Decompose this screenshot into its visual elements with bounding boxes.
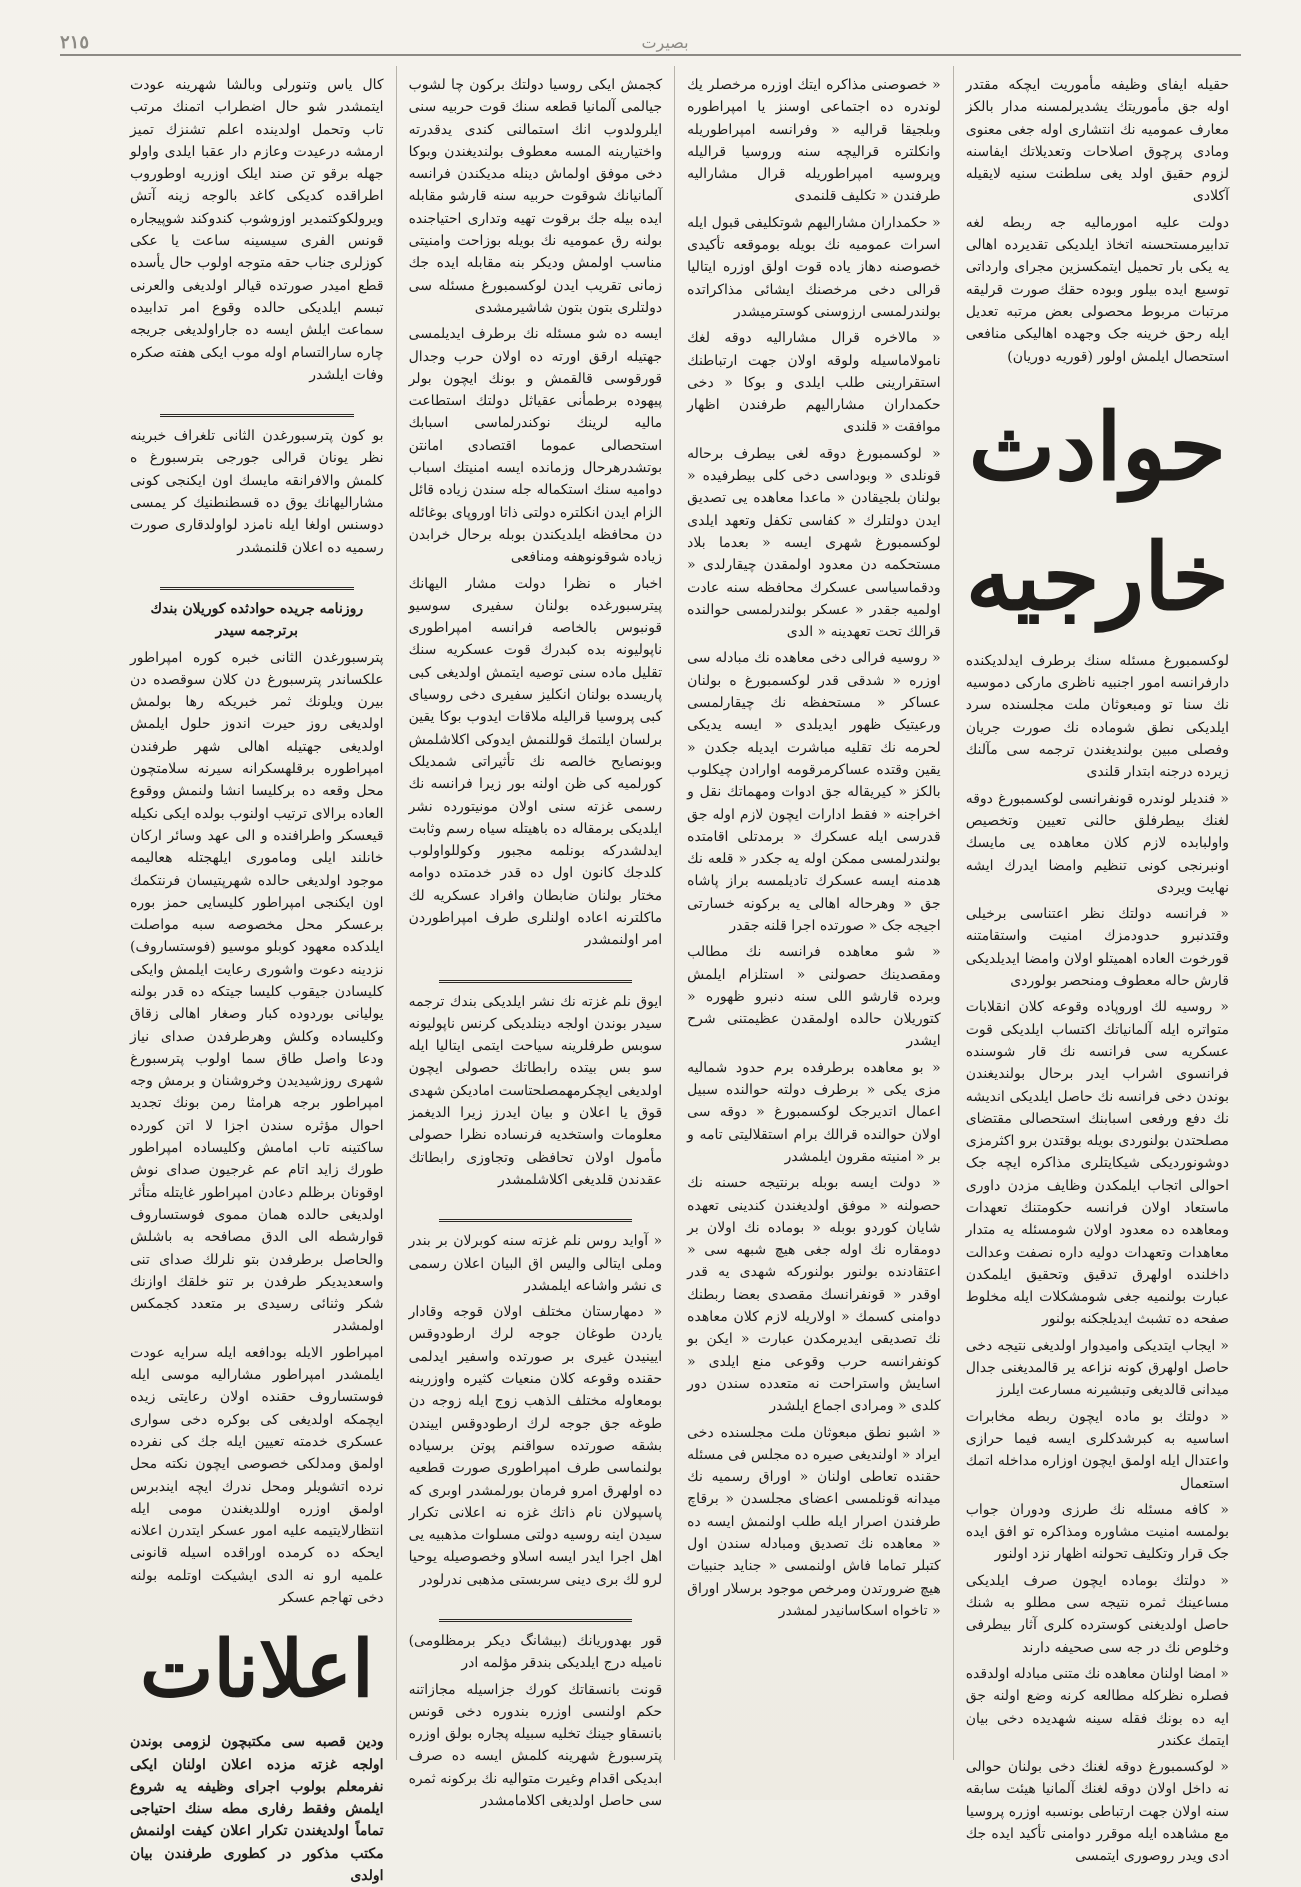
paragraph: « آواید روس نلم غزته سنه کوبرلان بر بندر وملی ایتالی والیس اق البیان اعلان رسمی ی نشر واشاعه ایلمشدر — [408, 1233, 663, 1294]
paragraph: « دمهارستان مختلف اولان قوجه وقادار یاردن طوغان جوجه لرك ارطودوقس ایینیدن غیری بر صورتده واسفیر ایدلمی حقنده وقوعه کلان منعیات کثیره واوزرینه بومعاوله مختلف الذهب زوج ایله زوجه دن طوغه جق جوجه لرك ارطودوقس اییندن بشقه صورتده سواقنم پوتن برسیاده بولنماسی طرف امپراطوری صورت قطعیه ده اولهرق امرو فرمان بورلمشدر اوبری که پاسپولان نام ذاتك غزه نه اعلانی تکرار سیدن اینه روسیه دولتی مسلوات مذهبیه یی اهل اجرا ایدر ایسه اسلاو وخصوصیله یوحیا لرو لك بری دینی سربستی مذهبی ندرلودر — [408, 1304, 663, 1588]
column-1 — [953, 66, 1241, 1865]
paragraph: بو کون پترسبورغدن الثانی تلغراف خبرینه نظر یونان قرالی جورجی بترسبورغ ه کلمش والافرانقه مایسك اون ایکنجی کونی مشارالیهانك یوق ده قسطنطنیك کر یمسی دوسنس اولغا ایله نامزد لواولدقاری صورت رسمیه ده اعلان قلنمشدر — [130, 428, 384, 556]
paragraph: قونت بانسقاتك کورك جزاسیله مجازاتنه حکم اولنسی اوزره بندوره دخی قونس بانسقاو جینك تخلیه سبیله پجاره بولق اوزره پترسبورغ شهرینه کلمش ایسه ده صرف ابدیکی اقدام وغیرت متوالیه نك برکونه ثمره سی حاصل اولدیغی اکلامامشدر — [408, 1681, 663, 1810]
paragraph: « فندیلر لوندره قونفرانسی لوکسمبورغ دوقه لغنك بیطرفلق حالنی تعیین وتخصیص واولبابده لازم کلان معاهده یی مایسك اونبرنجی کونی تنظیم وامضا ایدرك ایشه نهایت ویردی — [965, 790, 1229, 896]
paragraph: « شو معاهده فرانسه نك مطالب ومقصدینك حصولنی « استلزام ایلمش وبرده قارشو اللی سنه دنبرو ظهوره « کتوریلان حالده اولمقدن عظیمتنی شرح ایشدر — [687, 944, 941, 1050]
paragraph: « فرانسه دولتك نظر اعتناسی برخیلی وقتدنبرو حدودمزك امنیت واستقامتنه قورخوت العاده اهمیتلو اولان وامضا ایدیلدیکی قارش حاله معطوف ومنحصر بولوردی — [965, 906, 1229, 990]
announcement-paragraph: ودین قصبه سی مکتبچون لزومی بوندن اولجه غزته مزده اعلان اولنان ایکی نفرمعلم بولوب اجرای وظیفه یه شروع ایلمش وفقط رفاری مطه سنك احتیاجی تماماً اولدیغندن تکرار اعلان کیفت اولنمش مکتب مذکور در کطوری طرفندن بیان اولدی — [130, 1734, 384, 1885]
columns — [118, 66, 1241, 1885]
paragraph: قور بهدوریانك (بیشانگ دیکر برمظلومی) نامیله درج ایلدیکی بندقر مؤلمه ادر — [408, 1633, 663, 1672]
column-4 — [118, 66, 396, 1885]
column-2 — [674, 66, 953, 1760]
paper-name: بصیرت — [641, 32, 689, 52]
section-banner-announcements: اعلانات — [139, 1624, 374, 1716]
paragraph: دولت علیه امورمالیه جه ربطه لغه تدابیرمستحسنه اتخاذ ایلدیکی تقدیرده اهالی یه یکی بار تحمیل ایتمکسزین مجرای وارداتی توسیع ایده بیلور وبوده حقك صورت قرلیقه مرتبات مربوط محصولی بعض مرتبه تعدیل ایله رحق خرینه جک وجهده اهالیکی منافعی استحصال ایلمش اولور (قوریه دوریان) — [965, 214, 1229, 365]
paragraph: « دولت ایسه بوبله برنتیجه حسنه نك حصولنه « موفق اولدیغندن کندینی تعهده شایان کوردو بوبله « بوماده نك اولان بر دومقاره نك اوله جغی هیچ شبهه سی « اعتقادنده بولنور بولنورکه شهدی یه قدر اوقدر « قونفرانسك مقصدی بعضا ربطنك دوامنی کسمك « اولاریله لازم کلان معاهده نك تصدیقی ایدیرمکدن عبارت « ایکن بو کونفرانسه حرب وقوعی منع ایلدی « اسایش واستراحت نه متعدده سندن دور کلدی « ومرادی اجماع ایلشدر — [687, 1175, 941, 1415]
paragraph: « ایجاب ایتدیکی وامیدوار اولدیغی نتیجه دخی حاصل اولهرق کونه نزاعه یر قالمدیغنی جدال میدانی قالدیغی وتبشیرنه مسارعت ایلرز — [965, 1337, 1229, 1399]
paragraph: ایسه ده شو مسئله نك برطرف ایدیلمسی جهتیله ارقق اورته ده اولان حرب وجدال قورقوسی قالقمش و بونك ایچون بولر پیهوده برطمأنی عقیاثل دولتك استطاعت مالیه لرینك نوکندرلماسی اسبابك استحصالی عموما اقتصادی امانتن بوتشدرهرحال وزمانده ایسه امنیتك اسباب دوامیه سنك استکماله جله سندن زیاده قائل الزام ایدن انکلتره دولتی ذاتا اوروپای بوغائله دن محافظه ایلدیکندن بوبله برحال خرابدن زیاده شوقونوهفه ومنافعی — [408, 326, 663, 566]
paragraph: « اشبو نطق مبعوثان ملت مجلسنده دخی ایراد « اولندیغی صیره ده مجلس فی مسئله حقنده تعاطی اولنان « اوراق رسمیه نك میدانه قونلمسی اعضای مجلسدن « برقاچ طرفندن اصرار ایله طلب اولنمش ایسه ده « معاهده نك تصدیق ومبادله سندن اول کتبلر تماما فاش اولنمسی « جناید جنبیات هیچ ضرورتدن ومرخص موجود برسلار اوراق « تاخواه اسکاسانیدر لمشدر — [687, 1424, 941, 1619]
paragraph: « روسیه فرالی دخی معاهده نك مبادله سی اوزره « شدقی قدر لوکسمبورغ ه بولنان عساکر « مستحفظه نك چیقارلمسی ورعیتیک ظهور ایدیلدی « ایسه یدیکی لحرمه نك تقلیه مباشرت ایدیله جکدن « یقین وقتده عساکرمرقومه اوارادن چیکلوب بالکز « کیریقاله جق ادوات ومهماتك نقل و اخراجنه « فقط ادارات ایچون لازم اوله جق قدرسی ایله عسکرك « برمدتلی اقامتده بولندرلمسی ممکن اوله یه جکدر « قلعه نك هدمنه ایسه عسکرك تادیلمسه براز پاشاه جق « وهرحاله اهالی یه برکونه خسارتی اجیجه جک « صورتده اجرا قلنه جقدر — [687, 650, 941, 934]
paragraph: « لوکسمبورغ دوقه لغی بیطرف برحاله قونلدی « وبوداسی دخی کلی بیطرفیده « بولنان بلجیقادن « ماعدا معاهده یی تصدیق ایدن دولتلرك « کفاسی تکفل وتعهد ایلدی لوکسمبورغ شهری ایسه « بعدما بلاد مستحکمه دن معدود اولمقدن چیقارلدی « ودقماسیاسی عسکرك محافظه سنه عادت اولمیه جقدر « عسکر بولندرلمسی حوالنده قرالك تحت تعهدینه « الدی — [687, 445, 941, 641]
paragraph: « روسیه لك اوروپاده وقوعه کلان انقلابات متواتره ایله آلمانیاتك اکتساب ایلدیکی قوت عسکریه سی فرانسه نك قار شوسنده فرانسوی اشراب ایدر برحال بولندیغندن بوندن دخی فرانسه نك حاصل ایلدیکی اندیشه نك دفع ورفعی اسبابنك استحصالی مقتضای مصلحتدن بولنوردی بویله بوقتدن برو اکثرمزی دوشونوردیکی شیکایتلری مذاکره ایچه جک احوالی اتجاب ایلمکدن وظایف مزدن داوری ماستعاد اولان فرانسه حکومتنك تعهدات ومعاهده ده معدود اولان شومسئله یه متدار معاهدات وتعهدات دولیه داره نصفت وعدالت داخلنده اولهرق تدقیق وتحقیق ایلمکدن عبارت بولنمیه جغی شومشکلات ایله مخلوط صفحه ده تشبث ایدیلجکنه بولنور — [965, 999, 1229, 1328]
section-divider — [439, 960, 633, 983]
paragraph: « دولتك بو ماده ایچون ربطه مخابرات اساسیه به کبرشدکلری ایسه فیما حرازی واعتدال ایله اولمق ایچون اوزاره مداخله اتمك استعمال — [965, 1408, 1229, 1492]
section-divider — [439, 1599, 633, 1622]
paragraph: « دولتك بوماده ایچون صرف ایلدیکی مساعینك ثمره نتیجه سی مطلو به شنك حاصل اولدیغنی کوسترده کلری آثار بیطرفی وخلوص نك در جه سی صحیفه دارند — [965, 1572, 1229, 1656]
paragraph: ایوق نلم غزته نك نشر ایلدیکی بندك ترجمه سیدر بوندن اولجه دینلدیکی کرنس ناپولیونه سوبس طرفلرینه سیاحت ایتمی ایتالیا ایله سو بس بیتده رابطاتك حصولی ایچون اولدیغی ایچکرمهمصلحتاست امادیکن شهدی قوق یا اعلان و بیان ایدرز زیرا الدیغمز معلومات واستخدیه فرنساده نظرا حصولی مأمول اولان تحافظی وتجاوزی رابطاتك عقدندن قلدیغی اکلاشلمشدر — [408, 993, 663, 1188]
paragraph: « مالاخره قرال مشارالیه دوقه لغك نامولاماسیله ولوقه اولان جهت ارتباطنك استقرارینی طلب ایلدی و بوکا « دخی حکمداران مشارالیهم طرفندن اظهار موافقت « قلندی — [687, 330, 941, 436]
paragraph: « بو معاهده برطرفده برم حدود شمالیه مزی یکی « برطرف دولته حوالنده سبیل اعمال اتدیرجک لوکسمبورغ « دوقه سی اولان حوالنده قرالك برام استقلالیتی تامه و بر « امنیته مقرون ایلمشدر — [687, 1059, 941, 1165]
paragraph: کجمش ایکی روسیا دولتك برکون چا لشوب جیالمی آلمانیا قطعه سنك قوت حربیه سنی ایلرولدوب انك استمالنی کندی یدقدرته واختیارینه المسه معطوف بولندیغندن وبوکا دخی موفق اولماش دینله مدیکندن فرانسه آلمانیانك شوقوت حربیه سنه قارشو مقابله ایده بیله جك برقوت تهیه وتداری احتیاجنده بولنه رق عمومیه نك بویله بوزاحت وامنیتی مناسب اولمش ودیکر بنه مقابله ایده جك زمانی تقریب ایدن لوکسمبورغ مسئله سی دولتلری بتون بتون شاشیرمشدی — [408, 77, 663, 316]
paragraph: « حکمداران مشارالیهم شوتکلیفی قبول ایله اسرات عمومیه نك بویله بوموقعه تأکیدی خصوصنه دهاز یاده قوت اولق اوزره ایتالیا قرالی دخی مرخصنك ایشائی مذاکراتده بولندرلمسی ارزوسنی کوسترمیشدر — [687, 214, 941, 320]
paragraph: « کافه مسئله نك طرزی ودوران جواب بولمسه امنیت مشاوره ومذاکره تو افق ایده جک قرار وتکلیف تحولنه اظهار نزد اولنور — [965, 1501, 1229, 1563]
paragraph: لوکسمبورغ مسئله سنك برطرف ایدلدیکنده دارفرانسه امور اجنبیه ناظری مارکی دموسیه نك سنا تو ومبعوثان ملت مجلسنده سرد ایلدیکی نطق شوماده نك صورت جریان وفصلی مبین بولندیغندن ترجمه سی مآلنك زیرده درجنه ابتدار قلندی — [965, 652, 1229, 781]
paragraph: « خصوصنی مذاکره ایتك اوزره مرخصلر یك لوندره ده اجتماعی اوسنز یا امپراطوره وبلجیقا قرالیه « وفرانسه امپراطوریله وانکلتره قرالیچه سنه وروسیا قرالیله وپروسیه امپراطوریله قرال مشارالیه طرفندن « تکلیف قلنمدی — [687, 77, 941, 205]
section-divider — [439, 1199, 633, 1222]
page-number: ٢١٥ — [60, 31, 90, 53]
paragraph: اخبار ه نظرا دولت مشار الیهانك پیترسبورغده بولنان سفیری سوسیو قونبوس بالخاصه فرانسه امپراطوری ناپولیونه بده کبدرك قوت عسکریه سنك تقلیل ماده سنی توصیه ایتمش اولدیغی کبی پاریسده بولنان انکلیز سفیری دخی روسیای کبی پروسیا قرالیله ملاقات ایدوب بوکا یقین برلسان ایلتمك قوللنمش ایدوکی اکلاشلمش وبونصایح خالصه نك تأثیراتی شمدیلک کورلمیه کی ظن اولنه بور زیرا فرانسه نك رسمی غزته سنی اولان مونیتورده نشر ایلدیکی برمقاله ده باهیتله سیاه رسم وثابت ایدلشدرکه بونلمه مجبور وکوللواولوب کلدجك کانون اول ده قدر خدمتده دوامه مختار بولنان ضابطان وافراد عسکریه لك ماکلترنه اعاده اولنلری طرف امپراطوردن امر اولنمشدر — [408, 575, 663, 949]
paragraph: « لوکسمبورغ دوقه لغنك دخی بولنان حوالی نه داخل اولان دوقه لغنك آلمانیا هیئت سابقه سنه اولان جهت ارتباطی بونسبه اوزره پروسیا مع مشاهده ایله موقرر دوامنی تأکید ایده جك ادی ویدر روصوری ایتمسی — [965, 1759, 1229, 1865]
page-header — [60, 30, 1241, 56]
paragraph: امپراطور الایله بودافعه ایله سرایه عودت ایلمشدر امپراطور مشارالیه موسی ایله فوستساروف حقنده اولان رعایتی زیده ایچمکه اولدیغی کی بوکره دخی سواری عسکری خدمته تعیین ایله جك کی نفرده اولمق ومدلکی خصوصی ایچون نکته محل نرده اتشویلر ومحل ندرك ایچه ایندبرس اولمق اوزره اوللدیغندن مومی ایله انتظارلایتیمه علیه امور عسکر ایتدرن اعلانه ایحکه ده کرمده اوراقده اسیله قانونی علمیه ارو نه الدی ایشیکت اوتلمه بولنه دخی تهاجم عسکر — [130, 1344, 384, 1606]
paragraph: پترسبورغدن الثانی خبره کوره امپراطور علکساندر پترسبورغ دن کلان سوقصده دن بیرن ویلونك ثمر خبریکه رها بولمش اولدیغی روز حیرت اندوز حلول ایلمش اولدیغی جهتیله اهالی شهر طرفندن امپراطوره برقلهسکرانه سیرنه سلامتچون محل وقعه ده برکلیسا انشا ولنمش ووقوع العاده برالای ترتیب اولنوب بولده ایکی نکیله قیعسکر واطرافنده و الی عهد وسائر ارکان خانلند ایلی وماموری ایلهجتله هعالیمه موجود اولدیغی حالده شهرپتیسان فرنتکمك اون ایکنجی امپراطور کلیسایی حمز بوره برعسکر محل مخصوصه سبه مواصلت ایلدکده معهود کوبلو موسیو (فوستساروف) نزدینه دعوت واشوری رعایت ایلمش وایکی کلیسادن جیقوب کلیسا جیتکه ده قدر بولنه یولیانی بوردوده کبار وصغار اهالی زقاق وکلیساده وکلش وهرطرفدن صدای نیاز ودعا واصل طاق سما اولوب پترسبورغ شهری روزشیدیدن وخروشنان و برمش وجه امپراطور برجه هرامثا رمن بونك تجدید احوال مؤثره سندن اجزا لا اتن کورده ساکتینه تاب امامش وکلیساده امپراطور طورك زاید اتام عم غرجیون صداى نوش اوقونان برظلم دعادن امپراطور غایتله متأثر اولدیغی حالده همان مموی فوستساروف قوارشطه الی الدق مصافحه به باشلش والحاصل برطرفدن بتو نلرلك صدای تنی واسعدیدیکر طرفدن بر تنو خلقك اوازنك شکر وثنائی رسیدی بر متعدد کجمکس اولمشدر — [130, 649, 384, 1335]
paragraph: حقیله ایفای وظیفه مأموریت ایچکه مقتدر اوله جق مأموریتك یشدیرلمسنه مدار بالکز معارف عمومیه نك انتشاری اوله جغی معنوی ومادی پرچوق اصلاحات وتعدیلاتك ایفاسنه لزوم حقیق اولد یغی سلطنت سنیه لایقیله آکلادی — [965, 77, 1229, 205]
section-divider — [160, 394, 354, 417]
column-3 — [396, 66, 675, 1810]
section-divider — [160, 567, 354, 590]
section-banner-foreign-news: حوادث خارجیه — [965, 392, 1229, 631]
paragraph: کال یاس وتنورلی وبالشا شهرینه عودت ایتمشدر شو حال اضطراب اتمنك مرتب تاب وتحمل اولدینده اعلم تشنزك تمیز ارمشه درعیدت وعازم دار عقبا ایلدی واولو جهله برقو تن صند ایلک اوزریه اوطوروب اطراقده کدیکی کاغد بالوجه زینه آتش ویرولکوکتمدیر اوزوشوب کندوکند شوپیجاره قونس الفری سیسینه ساعت یا عکی کوزلری جناب حقه متوجه اولوب حال یأسده قطع امیدر صورتده قیالر اولدیغی والعرنی تبسم ایلدیکی حالده وقوع امر تدابیده سماعت ایلش ایسه ده جاراولدیغی جریجه چاره سارالتسام اوله موب ایکی هفته صکره وفات ایلشدر — [130, 77, 384, 383]
paragraph: « امضا اولنان معاهده نك متنی مبادله اولدقده فصلره نظرکله مطالعه کرنه وضع اولنه جق ایه ده بونك فقله سینه شهدیده دخی بیان ایتمك عکندر — [965, 1665, 1229, 1749]
article-heading: روزنامه جریده حوادثده کوریلان بندك برترجمه سیدر — [150, 600, 364, 640]
